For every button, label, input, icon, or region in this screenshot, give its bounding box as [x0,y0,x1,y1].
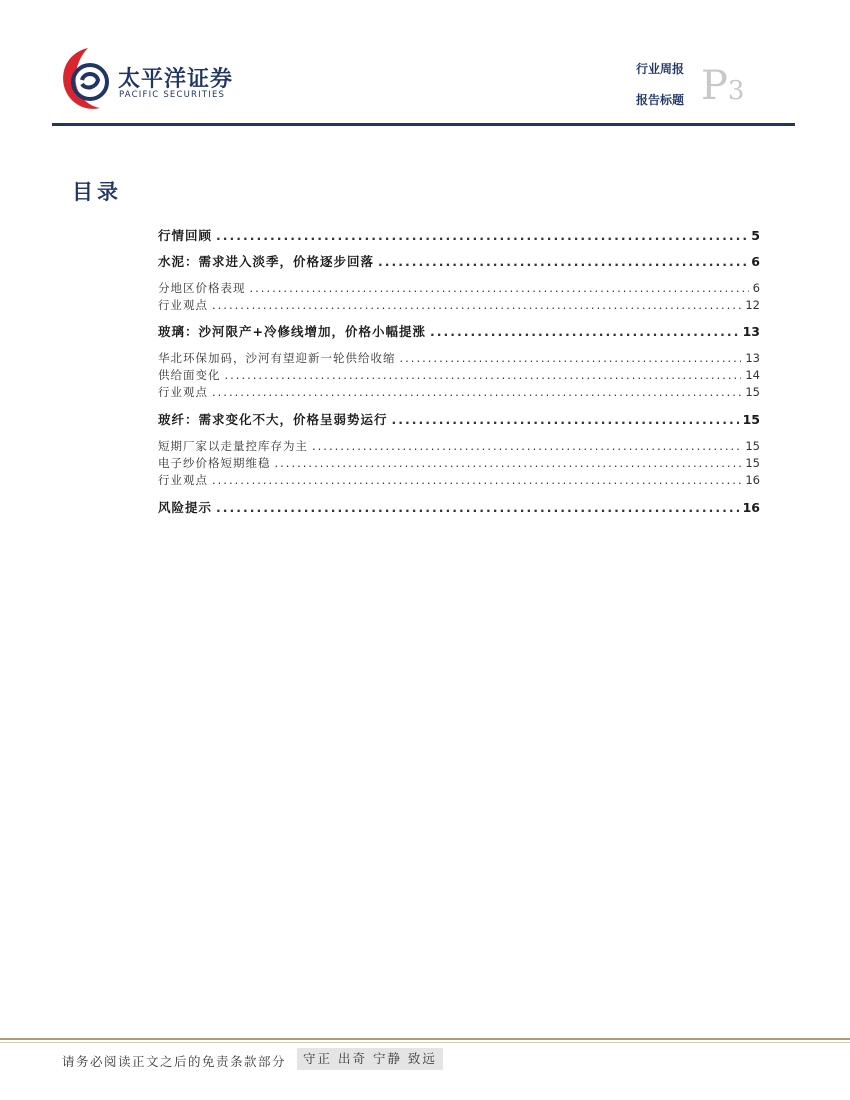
toc-entry-title: 水泥：需求进入淡季，价格逐步回落 [158,254,375,269]
toc-dot-leader [212,473,741,487]
toc-dot-leader [392,412,739,427]
toc-subsection-entry[interactable] [158,438,760,454]
toc-entry-title: 行业观点 [158,385,208,399]
logo-mark-icon [58,44,114,114]
page-label: P [701,63,728,109]
toc-dot-leader [400,351,742,365]
footer-motto: 守正 出奇 宁静 致远 [297,1048,443,1070]
toc-entry-page: 16 [742,500,760,515]
toc-dot-leader [225,368,742,382]
toc-entry-title: 行业观点 [158,473,208,487]
toc-entry-title: 玻璃：沙河限产+冷修线增加，价格小幅提涨 [158,324,426,339]
toc-dot-leader [430,324,739,339]
toc-entry-title: 行情回顾 [158,228,213,243]
logo-company-name-cn: 太平洋证券 [118,67,234,92]
toc-dot-leader [216,500,739,515]
toc-subsection-entry[interactable] [158,472,760,488]
toc-entry-page: 12 [745,298,760,312]
logo-company-name-en: PACIFIC SECURITIES [119,90,226,100]
toc-entry-page: 15 [742,412,760,427]
toc-section-entry[interactable] [158,226,760,244]
footer-divider-thin [0,1042,850,1043]
toc-entry-page: 14 [745,368,760,382]
toc-section-entry[interactable] [158,410,760,428]
toc-subsection-entry[interactable] [158,367,760,383]
toc-dot-leader [212,385,741,399]
toc-entry-title: 短期厂家以走量控库存为主 [158,439,308,453]
toc-entry-title: 风险提示 [158,500,213,515]
toc-entry-page: 13 [745,351,760,365]
toc-entry-page: 6 [752,281,760,295]
pacific-securities-logo [58,44,258,114]
toc-dot-leader [216,228,747,243]
toc-dot-leader [378,254,747,269]
toc-subsection-entry[interactable] [158,297,760,313]
toc-entry-title: 分地区价格表现 [158,281,246,295]
page-indicator [701,63,745,111]
toc-entry-page: 15 [745,385,760,399]
toc-section-entry[interactable] [158,252,760,270]
page-number: 3 [727,76,745,106]
toc-entry-title: 玻纤：需求变化不大，价格呈弱势运行 [158,412,388,427]
toc-section-entry[interactable] [158,322,760,340]
toc-entry-title: 供给面变化 [158,368,221,382]
toc-entry-page: 15 [745,439,760,453]
toc-entry-page: 6 [751,254,760,269]
toc-entry-page: 16 [745,473,760,487]
toc-subsection-entry[interactable] [158,455,760,471]
report-type: 行业周报 [636,62,685,76]
toc-entry-title: 华北环保加码，沙河有望迎新一轮供给收缩 [158,351,396,365]
toc-dot-leader [275,456,742,470]
toc-entry-page: 5 [751,228,760,243]
toc-entry-title: 行业观点 [158,298,208,312]
toc-section-entry[interactable] [158,498,760,516]
toc-dot-leader [312,439,741,453]
footer-divider [0,1038,850,1040]
toc-subsection-entry[interactable] [158,384,760,400]
toc-dot-leader [212,298,741,312]
toc-dot-leader [250,281,749,295]
toc-entry-page: 13 [742,324,760,339]
toc-heading: 目录 [72,180,122,204]
toc-entry-title: 电子纱价格短期维稳 [158,456,271,470]
toc-subsection-entry[interactable] [158,280,760,296]
footer-disclaimer: 请务必阅读正文之后的免责条款部分 [62,1054,287,1069]
toc-entry-page: 15 [745,456,760,470]
toc-subsection-entry[interactable] [158,350,760,366]
report-title: 报告标题 [636,93,685,107]
header-divider [52,123,795,126]
